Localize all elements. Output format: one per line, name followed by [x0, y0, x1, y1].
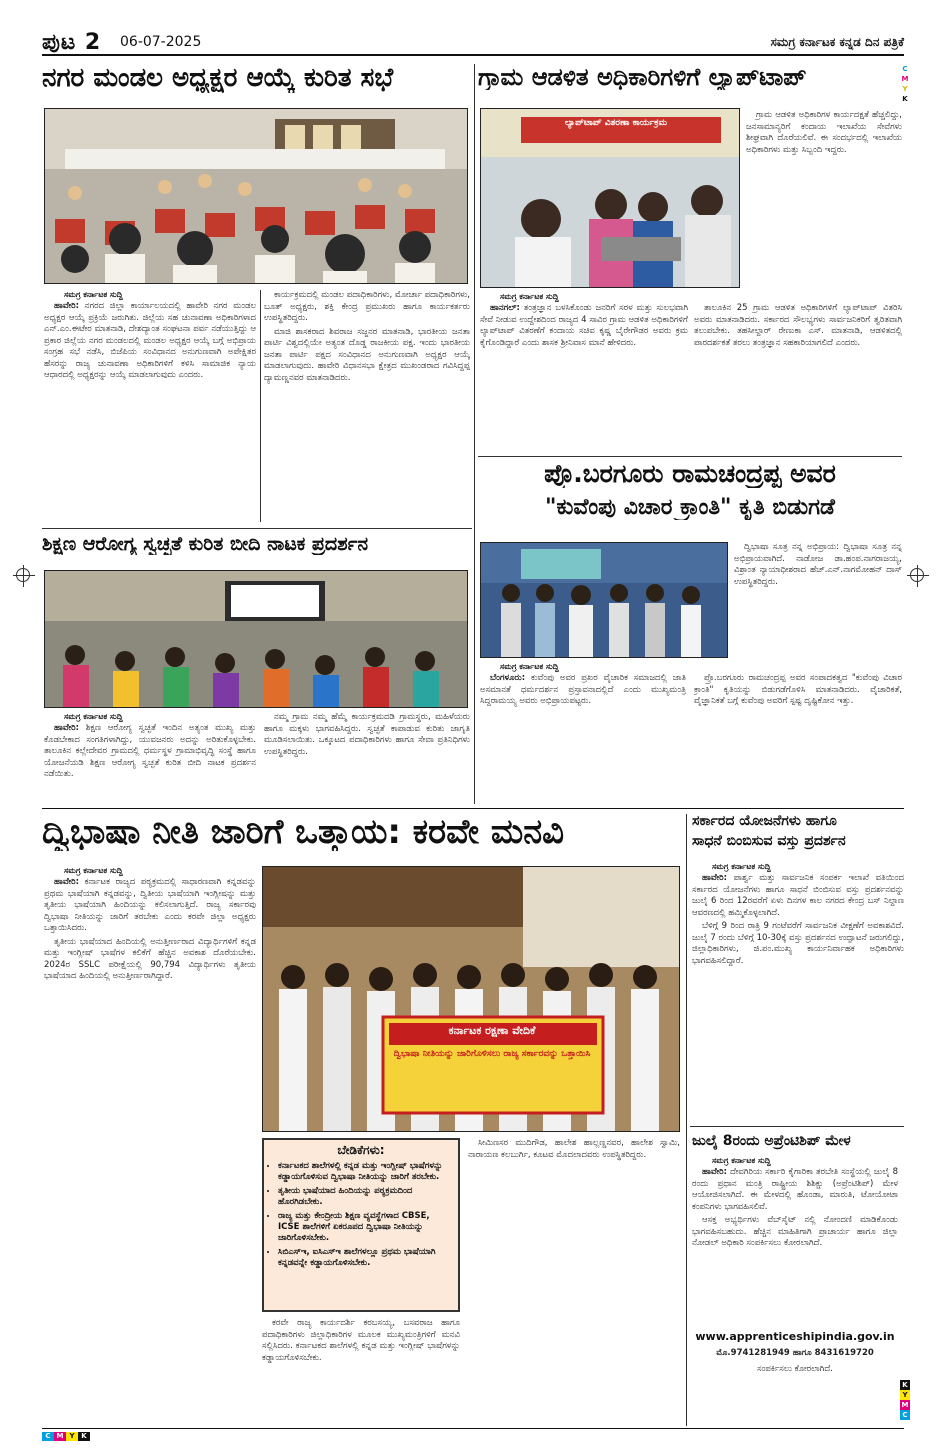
- newspaper-tagline: ಸಮಗ್ರ ಕರ್ನಾಟಕ ಕನ್ನಡ ದಿನ ಪತ್ರಿಕೆ: [770, 35, 904, 49]
- registration-mark-right: [910, 568, 924, 582]
- photo-laptop-distribution: [480, 108, 740, 288]
- body-kuvempu-col2: [694, 673, 902, 801]
- demand-item: • ರಾಜ್ಯ ಮತ್ತು ಕೇಂದ್ರೀಯ ಶಿಕ್ಷಣ ವ್ಯವಸ್ಥೆಗಳಾದ CBSE, ICSE ಶಾಲೆಗಳಿಗೆ ಏಕರೂಪದ ದ್ವಿಭಾಷಾ ನೀತಿಯನ್ನು ಜಾರಿಗೊಳಿಸಬೇಕು.: [278, 1211, 452, 1244]
- headline-mela: ಜುಲೈ 8ರಂದು ಅಪ್ರೆಂಟಿಶಿಪ್ ಮೇಳ: [692, 1133, 851, 1149]
- demands-box: [262, 1138, 460, 1312]
- byline-nagara: ಸಮಗ್ರ ಕರ್ನಾಟಕ ಸುದ್ದಿ: [64, 290, 123, 299]
- kuvempu-para-1: ಕುವೆಂಪು ಅವರ ಪ್ರಖರ ವೈಚಾರಿಕ ಸಮಾಜದಲ್ಲಿ ಜಾತಿ ಅಸಮಾನತೆ ಧರ್ಮದರ್ಶನ ಪ್ರಸ್ತಾವನಾದಲ್ಲಿದೆ ಎಂದು ಮುಖ್ಯಮಂತ್ರಿ ಸಿದ್ದರಾಮಯ್ಯ ಅವರು ಅಭಿಪ್ರಾಯಪಟ್ಟರು.: [480, 673, 686, 706]
- dateline-mela: ಹಾವೇರಿ:: [702, 1167, 728, 1177]
- section-rule-bottom: [42, 808, 904, 809]
- laptop-para-3: ಗ್ರಾಮ ಆಡಳಿತ ಅಧಿಕಾರಿಗಳ ಕಾರ್ಯದಕ್ಷತೆ ಹೆಚ್ಚಲಿದ್ದು, ಜನಸಾಮಾನ್ಯರಿಗೆ ಕಂದಾಯ ಇಲಾಖೆಯ ಸೇವೆಗಳು ಶೀಘ್ರವಾಗಿ ದೊರೆಯಲಿವೆ. ಈ ಸಂದರ್ಭದಲ್ಲಿ ಇಲಾಖೆಯ ಅಧಿಕಾರಿಗಳು ಮತ್ತು ಸಿಬ್ಬಂದಿ ಇದ್ದರು.: [746, 110, 902, 155]
- meeting-hall-illustration: [45, 109, 468, 284]
- kuvempu-para-2: ಪ್ರೊ.ಬರಗೂರು ರಾಮಚಂದ್ರಪ್ಪ ಅವರ ಸಂಪಾದಕತ್ವದ "ಕುವೆಂಪು ವಿಚಾರ ಕ್ರಾಂತಿ" ಕೃತಿಯನ್ನು ಬಿಡುಗಡೆಗೊಳಿಸಿ ಮಾತನಾಡಿದರು. ವೈಚಾರಿಕತೆ, ವೈಜ್ಞಾನಿಕತೆ ಬಗ್ಗೆ ಕುವೆಂಪು ಅವರಿಗೆ ಸ್ಪಷ್ಟ ದೃಷ್ಟಿಕೋನ ಇತ್ತು.: [694, 673, 902, 706]
- section-rule-shikshana: [42, 528, 472, 529]
- cmyk-strip-top: [900, 64, 910, 104]
- byline-yojane: ಸಮಗ್ರ ಕರ್ನಾಟಕ ಸುದ್ದಿ: [712, 862, 771, 871]
- cmyk-strip-bottom: [900, 1380, 910, 1420]
- column-rule: [260, 290, 261, 522]
- cmyk-m-f: M: [54, 1432, 66, 1441]
- cmyk-m-b: M: [901, 1401, 909, 1409]
- demand-item: • ಸಿಬಿಎಸ್‌ಇ, ಐಸಿಎಸ್‌ಇ ಶಾಲೆಗಳಲ್ಲೂ ಪ್ರಥಮ ಭಾಷೆಯಾಗಿ ಕನ್ನಡವನ್ನೇ ಕಡ್ಡಾಯಗೊಳಿಸಬೇಕು.: [278, 1247, 452, 1269]
- laptop-para-1: ತಂತ್ರಜ್ಞಾನ ಬಳಸಿಕೊಂಡು ಜನರಿಗೆ ಸರಳ ಮತ್ತು ಸುಲಭವಾಗಿ ಸೇವೆ ನೀಡುವ ಉದ್ದೇಶದಿಂದ ರಾಜ್ಯದ 4 ಸಾವಿರ ಗ್ರಾಮ ಆಡಳಿತ ಅಧಿಕಾರಿಗಳಿಗೆ ಲ್ಯಾಪ್‌ಟಾಪ್ ವಿತರಣೆಗೆ ಕಂದಾಯ ಸಚಿವ ಕೃಷ್ಣ ಬೈರೇಗೌಡರ ಅವರು ಕ್ರಮ ಕೈಗೊಂಡಿದ್ದಾರೆ ಎಂದು ಶಾಸಕ ಶ್ರೀನಿವಾಸ ಮಾನೆ ಹೇಳಿದರು.: [480, 303, 688, 348]
- cmyk-k: K: [902, 95, 908, 103]
- dvibhasha-para-3: ಕರವೇ ರಾಜ್ಯ ಕಾರ್ಯದರ್ಶಿ ಕರಬಸಯ್ಯ, ಬಸವರಾಜ ಹಾಗೂ ಪದಾಧಿಕಾರಿಗಳು ಜಿಲ್ಲಾಧಿಕಾರಿಗಳ ಮೂಲಕ ಮುಖ್ಯಮಂತ್ರಿಗಳಿಗೆ ಮನವಿ ಸಲ್ಲಿಸಿದರು. ಕರ್ನಾಟಕದ ಶಾಲೆಗಳಲ್ಲಿ ಕನ್ನಡ ಮತ್ತು ಇಂಗ್ಲೀಷ್ ಭಾಷೆಗಳನ್ನು ಕಡ್ಡಾಯಗೊಳಿಸಬೇಕು.: [262, 1318, 460, 1363]
- dateline-shikshana: ಹಾವೇರಿ:: [54, 723, 80, 733]
- demands-title: ಬೇಡಿಕೆಗಳು:: [337, 1143, 385, 1157]
- cmyk-c-f: C: [42, 1432, 54, 1441]
- bottom-column-divider: [686, 814, 687, 1426]
- mela-closing: ಸಂಪರ್ಕಿಸಲು ಕೋರಲಾಗಿದೆ.: [757, 1364, 833, 1374]
- yojane-para-1: ಪಾರ್ಶ್ವ ಮತ್ತು ಸಾರ್ವಜನಿಕ ಸಂಪರ್ಕ ಇಲಾಖೆ ವತಿಯಿಂದ ಸರ್ಕಾರದ ಯೋಜನೆಗಳು ಹಾಗೂ ಸಾಧನೆ ಬಿಂಬಿಸುವ ವಸ್ತು ಪ್ರದರ್ಶನವನ್ನು ಜುಲೈ 6 ರಿಂದ 12ರವರೆಗೆ ಏಳು ದಿನಗಳ ಕಾಲ ನಗರದ ಕೇಂದ್ರ ಬಸ್ ನಿಲ್ದಾಣ ಆವರಣದಲ್ಲಿ ಹಮ್ಮಿಕೊಳ್ಳಲಾಗಿದೆ.: [692, 873, 904, 918]
- demand-item: • ಕರ್ನಾಟಕದ ಶಾಲೆಗಳಲ್ಲಿ ಕನ್ನಡ ಮತ್ತು ಇಂಗ್ಲೀಷ್ ಭಾಷೆಗಳನ್ನು ಕಡ್ಡಾಯಗೊಳಿಸುವ ದ್ವಿಭಾಷಾ ನೀತಿಯನ್ನು ಜಾರಿಗೆ ತರಬೇಕು.: [278, 1161, 452, 1183]
- protest-banner-text: ದ್ವಿಭಾಷಾ ನೀತಿಯನ್ನು ಜಾರಿಗೊಳಿಸಲು ರಾಜ್ಯ ಸರ್ಕಾರವನ್ನು ಒತ್ತಾಯಿಸಿ: [393, 1049, 591, 1059]
- shikshana-para-2: ನಮ್ಮ ಗ್ರಾಮ ನಮ್ಮ ಹೆಮ್ಮೆ ಕಾರ್ಯಕ್ರಮದಡಿ ಗ್ರಾಮಸ್ಥರು, ಮಹಿಳೆಯರು ಹಾಗೂ ಮಕ್ಕಳು ಭಾಗವಹಿಸಿದ್ದರು. ಸ್ವಚ್ಛತೆ ಕಾಪಾಡುವ ಕುರಿತು ಜಾಗೃತಿ ಮೂಡಿಸಲಾಯಿತು. ಒಕ್ಕೂಟದ ಪದಾಧಿಕಾರಿಗಳು ಹಾಗೂ ಸೇವಾ ಪ್ರತಿನಿಧಿಗಳು ಉಪಸ್ಥಿತರಿದ್ದರು.: [264, 712, 470, 757]
- footer-rule: [42, 1428, 904, 1429]
- shikshana-para-1: ಶಿಕ್ಷಣ ಆರೋಗ್ಯ ಸ್ವಚ್ಛತೆ ಇಂದಿನ ಅತ್ಯಂತ ಮುಖ್ಯ ಮತ್ತು ಕೊಡಬೇಕಾದ ಸಂಗತಿಗಳಾಗಿದ್ದು, ಯುವಜನರು ಅದನ್ನು ಅರಿತುಕೊಳ್ಳಬೇಕು. ತಾಲೂಕಿನ ಕಲ್ಲೇದೇವರ ಗ್ರಾಮದಲ್ಲಿ ಧರ್ಮಸ್ಥಳ ಗ್ರಾಮಾಭಿವೃದ್ಧಿ ಸಂಸ್ಥೆ ಹಾಗೂ ಯೋಜನೆಯಡಿ ಶಿಕ್ಷಣ ಆರೋಗ್ಯ ಸ್ವಚ್ಛತೆ ಕುರಿತ ಬೀದಿ ನಾಟಕ ಪ್ರದರ್ಶನ ನಡೆಯಿತು.: [44, 723, 256, 779]
- yojane-para-2: ಬೆಳಿಗ್ಗೆ 9 ರಿಂದ ರಾತ್ರಿ 9 ಗಂಟೆವರೆಗೆ ಸಾರ್ವಜನಿಕ ವೀಕ್ಷಣೆಗೆ ಅವಕಾಶವಿದೆ. ಜುಲೈ 7 ರಂದು ಬೆಳಿಗ್ಗೆ 10-30ಕ್ಕೆ ವಸ್ತು ಪ್ರದರ್ಶನದ ಉದ್ಘಾಟನೆ ಜರುಗಲಿದ್ದು, ಜಿಲ್ಲಾಧಿಕಾರಿಗಳು, ಜಿ.ಪಂ.ಮುಖ್ಯ ಕಾರ್ಯನಿರ್ವಾಹಕ ಅಧಿಕಾರಿಗಳು ಭಾಗವಹಿಸಲಿದ್ದಾರೆ.: [692, 921, 904, 966]
- section-rule-mela: [690, 1126, 904, 1127]
- photo-street-play: [44, 570, 468, 708]
- mela-para-1: ದೇವಗಿರಿಯ ಸರ್ಕಾರಿ ಕೈಗಾರಿಕಾ ತರಬೇತಿ ಸಂಸ್ಥೆಯಲ್ಲಿ ಜುಲೈ 8 ರಂದು ಪ್ರಧಾನ ಮಂತ್ರಿ ರಾಷ್ಟ್ರೀಯ ಶಿಶಿಕ್ಷು (ಅಪ್ರೆಂಟಿಶಿಪ್) ಮೇಳ ಆಯೋಜಿಸಲಾಗಿದೆ. ಈ ಮೇಳದಲ್ಲಿ ಹೊಂಡಾ, ಮಾರುತಿ, ಟೋಯೋಟಾ ಕಂಪನಿಗಳು ಭಾಗವಹಿಸಲಿವೆ.: [692, 1167, 898, 1212]
- demand-item: • ತೃತೀಯ ಭಾಷೆಯಾದ ಹಿಂದಿಯನ್ನು ಪಠ್ಯಕ್ರಮದಿಂದ ಹೊರಗಿಡಬೇಕು.: [278, 1186, 452, 1208]
- nagara-para-1: ನಗರದ ಜಿಲ್ಲಾ ಕಾರ್ಯಾಲಯದಲ್ಲಿ ಹಾವೇರಿ ನಗರ ಮಂಡಲ ಅಧ್ಯಕ್ಷರ ಆಯ್ಕೆ ಪ್ರಕ್ರಿಯೆ ಜರುಗಿತು. ಜಿಲ್ಲೆಯ ಸಹ ಚುನಾವಣಾ ಅಧಿಕಾರಿಗಳಾದ ಎನ್.ಎಂ.ಈಟೇರ ಮಾತನಾಡಿ, ದೇಶದ್ಯಾಂತ ಸಂಘಟನಾ ಪರ್ವ ನಡೆಯುತ್ತಿದ್ದು ಆ ಪ್ರಕಾರ ಜಿಲ್ಲೆಯ ನಗರ ಮಂಡಲದಲ್ಲಿ ಮಂಡಲ ಅಧ್ಯಕ್ಷರ ಆಯ್ಕೆ ಬಗ್ಗೆ ಅಭಿಪ್ರಾಯ ಸಂಗ್ರಹ ಸಭೆ ನಡೆಸಿ, ಬಿಜೆಪಿಯ ಸಂವಿಧಾನದ ಅನುಗುಣವಾಗಿ ಅಪೇಕ್ಷಿತರ ಹೆಸರನ್ನು ರಾಜ್ಯ ಚುನಾವಣಾ ಅಧಿಕಾರಿಗಳಿಗೆ ಕಳಿಸಿ ಸಾಮಾಜಿಕ ನ್ಯಾಯ ಆಧಾರದಲ್ಲಿ ಅಧ್ಯಕ್ಷರನ್ನು ಆಯ್ಕೆ ಮಾಡಲಾಗುವುದು ಎಂದರು.: [44, 301, 256, 380]
- body-yojane: [692, 873, 904, 1121]
- cmyk-k-b: K: [900, 1380, 910, 1390]
- body-mela: [692, 1167, 898, 1325]
- kuvempu-para-3: ದ್ವಿಭಾಷಾ ಸೂತ್ರ ನನ್ನ ಅಭಿಪ್ರಾಯ: ದ್ವಿಭಾಷಾ ಸೂತ್ರ ನನ್ನ ಅಭಿಪ್ರಾಯವಾಗಿದೆ. ನಾಡೋಜ ಡಾ.ಹಂಪ.ನಾಗರಾಜಯ್ಯ, ವಿಶ್ರಾಂತ ನ್ಯಾಯಾಧೀಶರಾದ ಹೆಚ್.ಎನ್.ನಾಗಮೋಹನ್ ದಾಸ್ ಉಪಸ್ಥಿತರಿದ್ದರು.: [734, 542, 902, 587]
- body-shikshana-col2: [264, 712, 470, 803]
- laptop-distribution-illustration: [481, 109, 740, 288]
- body-nagara-col1: [44, 301, 256, 523]
- masthead: [42, 28, 904, 56]
- photo-meeting-hall: [44, 108, 468, 284]
- page-label: ಪುಟ 2: [42, 30, 102, 55]
- headline-dvibhasha: ದ್ವಿಭಾಷಾ ನೀತಿ ಜಾರಿಗೆ ಒತ್ತಾಯ: ಕರವೇ ಮನವಿ: [42, 814, 565, 852]
- byline-shikshana: ಸಮಗ್ರ ಕರ್ನಾಟಕ ಸುದ್ದಿ: [64, 712, 123, 721]
- cmyk-y: Y: [902, 85, 908, 93]
- dateline-dvibhasha: ಹಾವೇರಿ:: [54, 877, 80, 887]
- page-column-divider: [474, 64, 475, 804]
- cmyk-c-b: C: [900, 1410, 910, 1420]
- book-release-illustration: [481, 543, 728, 658]
- cmyk-c: C: [902, 65, 908, 73]
- cmyk-m: M: [901, 75, 909, 83]
- byline-dvibhasha: ಸಮಗ್ರ ಕರ್ನಾಟಕ ಸುದ್ದಿ: [64, 866, 123, 875]
- byline-mela: ಸಮಗ್ರ ಕರ್ನಾಟಕ ಸುದ್ದಿ: [712, 1156, 771, 1165]
- mela-para-2: ಆಸಕ್ತ ಅಭ್ಯರ್ಥಿಗಳು ವೆಬ್‌ಸೈಟ್ ನಲ್ಲಿ ನೋಂದಣಿ ಮಾಡಿಕೊಂಡು ಭಾಗವಹಿಸಬಹುದು. ಹೆಚ್ಚಿನ ಮಾಹಿತಿಗಾಗಿ ಪ್ರಾಚಾರ್ಯ ಹಾಗೂ ಜಿಲ್ಲಾ ನೋಡಲ್ ಅಧಿಕಾರಿ ಸಂಪರ್ಕಿಸಲು ಕೋರಲಾಗಿದೆ.: [692, 1215, 898, 1248]
- cmyk-y-b: Y: [900, 1390, 910, 1400]
- body-dvibhasha-col1: [44, 877, 256, 1423]
- dvibhasha-para-4: ಸೀಮಿಣಸರ ಮುದಿಗೌಡ, ಹಾಲೇಶ ಹಾಲ್ಲಣ್ಣನವರ, ಹಾಲೇಶ ಸ್ವಾಮಿ, ನಾರಾಯಣ ಕಲಬುರ್ಗಿ, ಕೂಟವ ಮೊದಲಾದವರು ಉಪಸ್ಥಿತರಿದ್ದರು.: [468, 1138, 680, 1160]
- dateline-laptop: ಹಾನಗಲ್:: [490, 303, 520, 313]
- dateline-kuvempu: ಬೆಂಗಳೂರು:: [490, 673, 526, 683]
- protest-banner-title: ಕರ್ನಾಟಕ ರಕ್ಷಣಾ ವೇದಿಕೆ: [448, 1024, 536, 1037]
- body-laptop-col1: [480, 303, 688, 453]
- headline-nagara-mandala: ನಗರ ಮಂಡಲ ಅಧ್ಯಕ್ಷರ ಆಯ್ಕೆ ಕುರಿತ ಸಭೆ: [42, 64, 394, 93]
- photo-book-release: [480, 542, 728, 658]
- cmyk-strip-footer: [42, 1432, 102, 1441]
- body-laptop-col2: [694, 303, 902, 453]
- headline-yojane-1: ಸರ್ಕಾರದ ಯೋಜನೆಗಳು ಹಾಗೂ: [692, 813, 837, 829]
- headline-laptop: ಗ್ರಾಮ ಆಡಳಿತ ಅಧಿಕಾರಿಗಳಿಗೆ ಲ್ಯಾಪ್‌ಟಾಪ್: [478, 64, 807, 91]
- dvibhasha-para-2: ತೃತೀಯ ಭಾಷೆಯಾದ ಹಿಂದಿಯಲ್ಲಿ ಅನುತ್ತೀರ್ಣರಾದ ವಿದ್ಯಾರ್ಥಿಗಳಿಗೆ ಕನ್ನಡ ಮತ್ತು ಇಂಗ್ಲೀಷ್ ಭಾಷೆಗಳ ಕಲಿಕೆಗೆ ಹೆಚ್ಚಿನ ಅವಕಾಶ ದೊರೆಯಬೇಕು. 2024ರ SSLC ಪರೀಕ್ಷೆಯಲ್ಲಿ 90,794 ವಿದ್ಯಾರ್ಥಿಗಳು ತೃತೀಯ ಭಾಷೆಯಾದ ಹಿಂದಿಯಲ್ಲಿ ಅನುತ್ತೀರ್ಣರಾಗಿದ್ದಾರೆ.: [44, 936, 256, 981]
- mela-phone: ಮೊ.9741281949 ಹಾಗೂ 8431619720: [716, 1348, 874, 1358]
- section-rule-laptop: [478, 456, 902, 457]
- body-dvibhasha-col3: [262, 1318, 460, 1424]
- headline-kuvempu-2: "ಕುವೆಂಪು ವಿಚಾರ ಕ್ರಾಂತಿ" ಕೃತಿ ಬಿಡುಗಡೆ: [545, 496, 835, 520]
- body-kuvempu-side: [734, 542, 902, 664]
- body-nagara-col2: [264, 290, 470, 522]
- dvibhasha-para-1: ಕರ್ನಾಟಕ ರಾಜ್ಯದ ಪಠ್ಯಕ್ರಮದಲ್ಲಿ ಸಾಧಾರಣವಾಗಿ ಕನ್ನಡವನ್ನು ಪ್ರಥಮ ಭಾಷೆಯಾಗಿ ಕನ್ನಡವನ್ನು, ದ್ವಿತೀಯ ಭಾಷೆಯಾಗಿ ಇಂಗ್ಲೀಷನ್ನು ಮತ್ತು ತೃತೀಯ ಭಾಷೆಯಾಗಿ ಹಿಂದಿಯನ್ನು ಕಲಿಸಲಾಗುತ್ತಿದೆ. ರಾಜ್ಯ ಸರ್ಕಾರವು ದ್ವಿಭಾಷಾ ನೀತಿಯನ್ನು ಜಾರಿಗೆ ತರಬೇಕು ಎಂದು ಕರವೇ ಜಿಲ್ಲಾ ಅಧ್ಯಕ್ಷರು ಒತ್ತಾಯಿಸಿದರು.: [44, 877, 256, 933]
- registration-mark-left: [16, 568, 30, 582]
- page-date: 06-07-2025: [120, 34, 202, 50]
- street-play-illustration: [45, 571, 468, 708]
- body-laptop-col3: [746, 110, 902, 296]
- laptop-para-2: ತಾಲೂಕಿನ 25 ಗ್ರಾಮ ಆಡಳಿತ ಅಧಿಕಾರಿಗಳಿಗೆ ಲ್ಯಾಪ್‌ಟಾಪ್ ವಿತರಿಸಿ ಅವರು ಮಾತನಾಡಿದರು. ಸರ್ಕಾರದ ಸೌಲಭ್ಯಗಳು ಸಾರ್ವಜನಿಕರಿಗೆ ತ್ವರಿತವಾಗಿ ತಲುಪಬೇಕು. ತಹಸೀಲ್ದಾರ್ ರೇಣುಕಾ ಎಸ್. ಮಾತನಾಡಿ, ಆಡಳಿತದಲ್ಲಿ ಪಾರದರ್ಶಕತೆ ತರಲು ತಂತ್ರಜ್ಞಾನ ಸಹಕಾರಿಯಾಗಲಿದೆ ಎಂದರು.: [694, 303, 902, 348]
- body-shikshana-col1: [44, 723, 256, 803]
- cmyk-k-f: K: [78, 1432, 90, 1441]
- dateline-yojane: ಹಾವೇರಿ:: [702, 873, 728, 883]
- nagara-para-3: ಮಾಜಿ ಶಾಸಕರಾದ ಶಿವರಾಜ ಸಜ್ಜನರ ಮಾತನಾಡಿ, ಭಾರತೀಯ ಜನತಾ ಪಾರ್ಟಿ ವಿಶ್ವದಲ್ಲಿಯೇ ಅತ್ಯಂತ ದೊಡ್ಡ ರಾಜಕೀಯ ಪಕ್ಷ. ಇಂದು ಭಾರತೀಯ ಜನತಾ ಪಾರ್ಟಿ ಪಕ್ಷದ ಸಂವಿಧಾನದ ಅನುಗುಣವಾಗಿ ಅಧ್ಯಕ್ಷರ ಆಯ್ಕೆ ಮಾಡಲಾಗುವುದು. ಹಾವೇರಿ ವಿಧಾನಸಭಾ ಕ್ಷೇತ್ರದ ಮುಖಂಡರಾದ ಗವಿಸಿದ್ದಪ್ಪ ದ್ಯಾಮಣ್ಣನವರ ಮಾತನಾಡಿದರು.: [264, 326, 470, 383]
- headline-yojane-2: ಸಾಧನೆ ಬಿಂಬಿಸುವ ವಸ್ತು ಪ್ರದರ್ಶನ: [692, 833, 846, 849]
- body-kuvempu-col1: [480, 673, 686, 801]
- headline-kuvempu-1: ಪ್ರೊ.ಬರಗೂರು ರಾಮಚಂದ್ರಪ್ಪ ಅವರ: [544, 460, 836, 488]
- byline-kuvempu: ಸಮಗ್ರ ಕರ್ನಾಟಕ ಸುದ್ದಿ: [500, 662, 559, 671]
- byline-laptop: ಸಮಗ್ರ ಕರ್ನಾಟಕ ಸುದ್ದಿ: [500, 292, 559, 301]
- apprenticeship-url[interactable]: www.apprenticeshipindia.gov.in: [695, 1330, 895, 1343]
- laptop-banner-text: ಲ್ಯಾಪ್‌ಟಾಪ್ ವಿತರಣಾ ಕಾರ್ಯಕ್ರಮ: [564, 118, 668, 128]
- photo-karave-protest: [262, 866, 680, 1132]
- headline-shikshana: ಶಿಕ್ಷಣ ಆರೋಗ್ಯ ಸ್ವಚ್ಛತೆ ಕುರಿತ ಬೀದಿ ನಾಟಕ ಪ್ರದರ್ಶನ: [42, 534, 369, 555]
- karave-protest-illustration: [263, 867, 680, 1132]
- dateline-nagara: ಹಾವೇರಿ:: [54, 301, 80, 311]
- cmyk-y-f: Y: [66, 1432, 78, 1441]
- body-dvibhasha-col4: [468, 1138, 680, 1424]
- nagara-para-2: ಕಾರ್ಯಕ್ರಮದಲ್ಲಿ ಮಂಡಲ ಪದಾಧಿಕಾರಿಗಳು, ಮೋರ್ಚಾ ಪದಾಧಿಕಾರಿಗಳು, ಬೂತ್ ಅಧ್ಯಕ್ಷರು, ಶಕ್ತಿ ಕೇಂದ್ರ ಪ್ರಮುಖರು ಹಾಗೂ ಕಾರ್ಯಕರ್ತರು ಉಪಸ್ಥಿತರಿದ್ದರು.: [264, 290, 470, 323]
